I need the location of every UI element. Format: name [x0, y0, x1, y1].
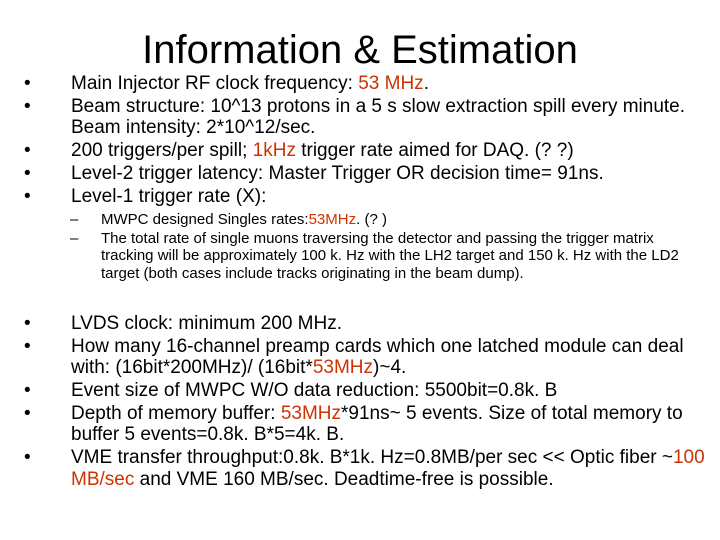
text-run: . [423, 73, 429, 94]
text-run: The total rate of single muons traversing the detector and passing the trigger matrix tracking will be approximately 100 k. Hz with the LH2 target and 150 k. Hz with the LD2 target (both cases include tracks originating in the beam dump). [101, 229, 679, 282]
text-run: Beam structure: 10^13 protons in a 5 s slow extraction spill every minute. Beam intensity: 2*10^12/sec. [71, 95, 686, 139]
bullet-icon: • [24, 313, 31, 334]
bullet-icon: • [24, 447, 31, 469]
item-text [101, 211, 387, 228]
bullet-item [12, 163, 707, 185]
text-run: Main Injector RF clock frequency: [71, 73, 359, 94]
text-run: VME transfer throughput:0.8k. B*1k. Hz=0.8MB/per sec << Optic fiber ~ [71, 447, 673, 469]
text-run: trigger rate aimed for DAQ. (? ?) [295, 140, 574, 162]
item-text [71, 403, 683, 446]
bullet-item [12, 96, 707, 139]
text-run: and VME 160 MB/sec. Deadtime-free is possible. [134, 468, 554, 490]
bullet-icon: • [24, 73, 31, 94]
highlight-text: 53MHz [280, 402, 341, 424]
bullet-item [12, 336, 707, 379]
text-run: *91ns~ 5 events. Size of total memory to buffer 5 events=0.8k. B*5=4k. B. [71, 402, 683, 446]
text-run: Level-2 trigger latency: Master Trigger OR decision time= 91ns. [71, 162, 604, 184]
bullet-icon: • [24, 95, 31, 117]
text-run: Level-1 trigger rate (X): [71, 185, 267, 207]
bullet-list-bottom [12, 313, 707, 491]
bullet-item [12, 447, 707, 490]
highlight-text: 1kHz [252, 140, 296, 162]
highlight-text: 53MHz [312, 357, 374, 379]
item-text [101, 230, 679, 282]
text-run: )~4. [373, 357, 407, 379]
item-text [71, 96, 685, 139]
sub-bullet-list [12, 211, 707, 282]
highlight-text: 100 MB/sec [71, 447, 705, 490]
item-text [71, 336, 684, 379]
bullet-icon: • [24, 335, 31, 357]
bullet-icon: • [24, 402, 31, 424]
text-run: Depth of memory buffer: [71, 402, 281, 424]
bullet-icon: • [24, 380, 31, 402]
dash-icon: – [70, 211, 79, 229]
item-text [71, 163, 604, 184]
item-text [71, 73, 429, 94]
item-text [71, 186, 266, 207]
bullet-item [12, 313, 707, 335]
item-text [71, 380, 557, 401]
text-run: MWPC designed Singles rates: [101, 211, 309, 229]
bullet-list-top [12, 73, 707, 283]
bullet-icon: • [24, 162, 31, 184]
highlight-text: 53 MHz [358, 73, 424, 94]
bullet-icon: • [24, 140, 31, 162]
bullet-item [12, 73, 707, 95]
bullet-item [12, 186, 707, 208]
highlight-text: 53MHz [308, 211, 357, 229]
item-text [71, 313, 342, 334]
bullet-item [12, 380, 707, 402]
text-run: Event size of MWPC W/O data reduction: 5500bit=0.8k. B [71, 380, 558, 402]
item-text [71, 140, 574, 161]
sub-bullet-item [12, 211, 707, 229]
slide-title: Information & Estimation [142, 28, 578, 72]
text-run: . (? ) [356, 211, 387, 229]
bullet-item [12, 403, 707, 446]
item-text [71, 447, 705, 490]
text-run: 200 triggers/per spill; [71, 140, 253, 162]
bullet-item [12, 140, 707, 162]
text-run: How many 16-channel preamp cards which one latched module can deal with: (16bit*200MHz)/ (16bit* [71, 335, 684, 379]
text-run: LVDS clock: minimum 200 MHz. [71, 313, 342, 334]
bullet-icon: • [24, 185, 31, 207]
sub-bullet-item [12, 230, 707, 283]
dash-icon: – [70, 229, 79, 247]
